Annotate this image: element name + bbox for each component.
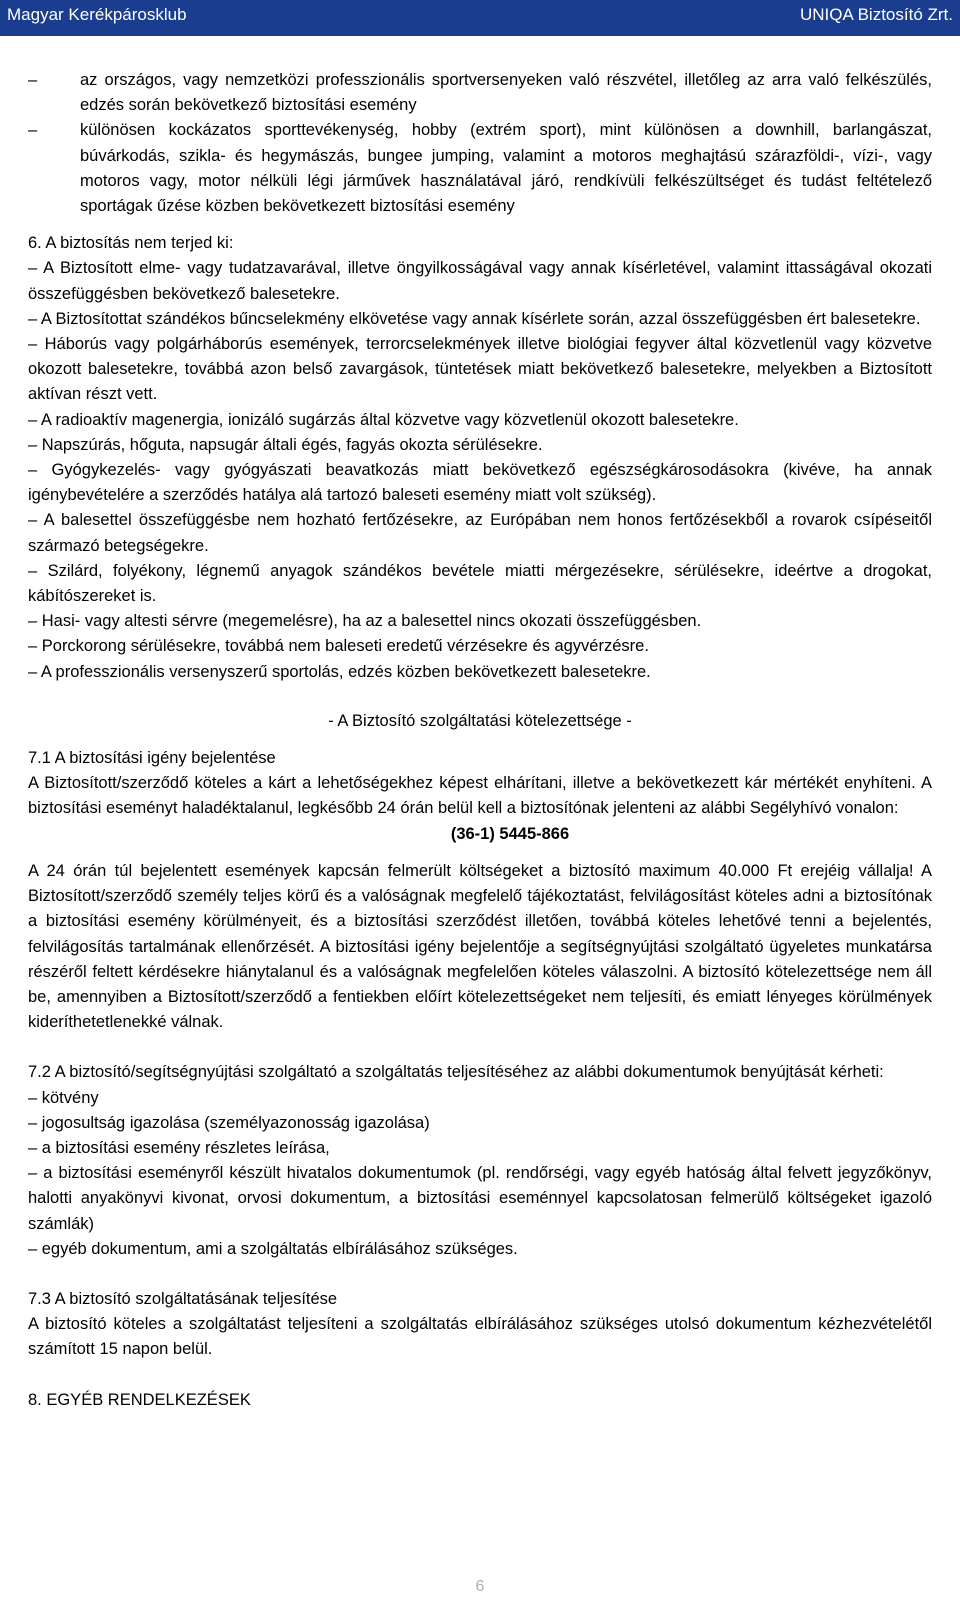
section-6-item: – A Biztosított elme- vagy tudatzavarával, illetve öngyilkosságával vagy annak kísérletével, valamint ittasságával okozati összefüggésben bekövetkező balesetekre.	[28, 259, 932, 303]
section-7-2-heading: 7.2 A biztosító/segítségnyújtási szolgáltató a szolgáltatás teljesítéséhez az alábbi dokumentumok benyújtását kérheti:	[28, 1063, 884, 1082]
list-dash: –	[28, 121, 38, 140]
document-list-item: – a biztosítási esemény részletes leírása,	[28, 1138, 330, 1157]
section-6-item: – Háborús vagy polgárháborús események, terrorcselekmények illetve biológiai fegyver által közvetlenül vagy közvetve okozott balesetekre, továbbá azon belső zavargások, tüntetések miatt bekövetkező balesetekre, melyekben a Biztosított aktívan részt vett.	[28, 335, 932, 404]
document-list-item: – kötvény	[28, 1088, 99, 1107]
list-dash: –	[28, 71, 38, 89]
section-6-item: – Hasi- vagy altesti sérvre (megemelésre), ha az a balesettel nincs okozati összefüggésben.	[28, 612, 702, 631]
page-header	[0, 0, 960, 36]
section-6-heading: 6. A biztosítás nem terjed ki:	[28, 234, 234, 253]
section-6-item: – A Biztosítottat szándékos bűncselekmény elkövetése vagy annak kísérlete során, azzal összefüggésben ért balesetekre.	[28, 309, 921, 328]
section-7-1-paragraph: A Biztosított/szerződő köteles a kárt a lehetőségekhez képest elhárítani, illetve a bekövetkezett kár mértékét enyhíteni. A biztosítási eseményt haladéktalanul, legkésőbb 24 órán belül kell a biztosítónak jelenteni az alábbi Segélyhívó vonalon:	[28, 774, 932, 818]
section-6-item: – Porckorong sérülésekre, továbbá nem baleseti eredetű vérzésekre és agyvérzésre.	[28, 637, 649, 656]
page-number: 6	[475, 1578, 485, 1595]
section-7-3-heading: 7.3 A biztosító szolgáltatásának teljesítése	[28, 1289, 338, 1308]
section-8-heading: 8. EGYÉB RENDELKEZÉSEK	[28, 1390, 251, 1409]
hotline-phone: (36-1) 5445-866	[450, 824, 570, 843]
section-7-3-paragraph: A biztosító köteles a szolgáltatást teljesíteni a szolgáltatás elbírálásához szükséges utolsó dokumentum kézhezvételétől számított 15 napon belül.	[28, 1315, 932, 1359]
header-right-title: UNIQA Biztosító Zrt.	[799, 5, 953, 24]
exclusion-item-text: az országos, vagy nemzetközi professzionális sportversenyeken való részvétel, illetőleg az arra való felkészülés, edzés során bekövetkező biztosítási esemény	[80, 71, 932, 115]
header-left-title: Magyar Kerékpárosklub	[7, 5, 187, 24]
exclusion-item	[28, 118, 932, 219]
section-6-item: – A radioaktív magenergia, ionizáló sugárzás által közvetve vagy közvetlenül okozott balesetekre.	[28, 410, 739, 429]
section-6-item: – A balesettel összefüggésbe nem hozható fertőzésekre, az Európában nem honos fertőzésekből a rovarok csípéseitől származó betegségekre.	[28, 511, 932, 555]
section-6-item: – Napszúrás, hőguta, napsugár általi égés, fagyás okozta sérülésekre.	[28, 435, 543, 454]
section-6-item: – A professzionális versenyszerű sportolás, edzés közben bekövetkezett balesetekre.	[28, 662, 651, 681]
section-6-item: – Szilárd, folyékony, légnemű anyagok szándékos bevétele miatti mérgezésekre, sérülésekre, ideértve a drogokat, kábítószereket is.	[28, 561, 932, 606]
section-7-1-paragraph: A 24 órán túl bejelentett események kapcsán felmerült költségeket a biztosító maximum 40.000 Ft erejéig vállalja! A Biztosított/szerződő személy teljes körű és a valóságnak megfelelő tájékoztatást, felvilágosítást köteles adni a biztosítónak a biztosítási esemény körülményeit, és a biztosítási szerződést illetően, továbbá köteles lehetővé tenni a bejelentés, felvilágosítás tartalmának ellenőrzését. A biztosítási igény bejelentője a segítségnyújtási szolgáltató ügyeletes munkatársa részéről feltett kérdésekre hiánytalanul és a valóságnak megfelelően köteles válaszolni. A biztosító kötelezettsége nem áll be, amennyiben a Biztosított/szerződő a fentiekben előírt kötelezettségeket nem teljesíti, és emiatt lényeges körülmények kideríthetetlenekké válnak.	[28, 861, 932, 1032]
exclusion-item	[28, 68, 932, 118]
section-title: - A Biztosító szolgáltatási kötelezettsége -	[328, 711, 632, 730]
section-6-item: – Gyógykezelés- vagy gyógyászati beavatkozás miatt bekövetkező egészségkárosodásokra (kivéve, ha annak igénybevételére a szerződés hatálya alá tartozó baleseti esemény miatt volt szükség).	[28, 461, 932, 505]
document-body	[28, 68, 932, 1413]
section-7-1-heading: 7.1 A biztosítási igény bejelentése	[28, 749, 276, 768]
exclusion-item-text: különösen kockázatos sporttevékenység, hobby (extrém sport), mint különösen a downhill, barlangászat, búvárkodás, szikla- és hegymászás, bungee jumping, valamint a motoros meghajtású szárazföldi-, vízi-, vagy motoros vagy, motor nélküli légi járművek használatával járó, rendkívüli felkészültséget és tudást feltételező sportágak űzése közben bekövetkezett biztosítási esemény	[80, 121, 932, 216]
document-list-item: – jogosultság igazolása (személyazonosság igazolása)	[28, 1113, 430, 1132]
document-list-item: – egyéb dokumentum, ami a szolgáltatás elbírálásához szükséges.	[28, 1239, 518, 1258]
document-list-item: – a biztosítási eseményről készült hivatalos dokumentumok (pl. rendőrségi, vagy egyéb hatóság által felvett jegyzőkönyv, halotti anyakönyvi kivonat, orvosi dokumentum, a biztosítási eseménnyel kapcsolatosan felmerülő költségeket igazoló számlák)	[28, 1164, 932, 1233]
